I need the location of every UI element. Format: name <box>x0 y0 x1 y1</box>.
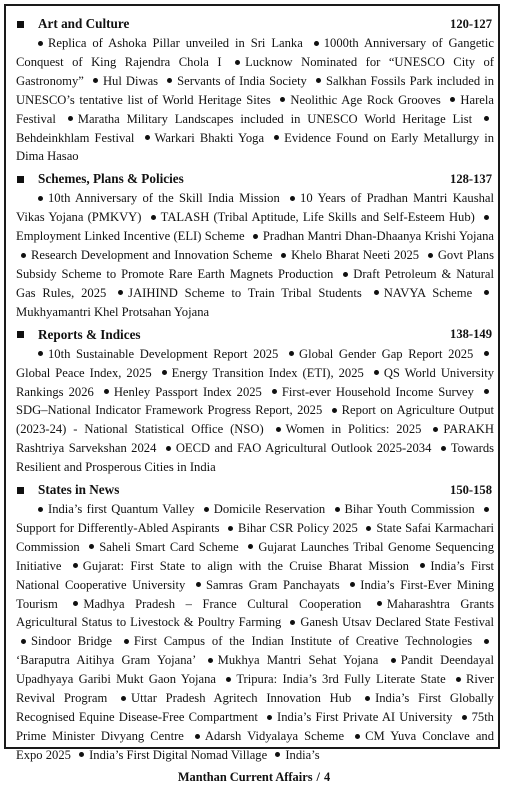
bullet-dot-icon <box>314 41 319 46</box>
square-bullet-icon <box>17 21 24 28</box>
bullet-dot-icon <box>21 253 26 258</box>
topic-item: Saheli Smart Card Scheme <box>99 539 239 554</box>
topic-item: Ganesh Utsav Declared State Festival <box>300 615 494 630</box>
topic-item: River Revival Program <box>16 672 495 706</box>
topic-item: Maratha Military Landscapes included in UNESCO World Heritage List <box>77 111 473 126</box>
section-page-range: 138-149 <box>450 327 492 342</box>
bullet-dot-icon <box>162 370 167 375</box>
section <box>16 480 494 765</box>
topic-item: Report on Agriculture Output (2023-24) - National Statistical Office (NSO) <box>16 403 495 437</box>
topic-item: India’s First-Ever Mining Tourism <box>16 577 494 611</box>
section-topics <box>16 345 494 477</box>
topic-item: Henley Passport Index 2025 <box>113 384 262 399</box>
bullet-dot-icon <box>226 677 231 682</box>
bullet-dot-icon <box>73 601 78 606</box>
section-header <box>16 325 494 345</box>
topic-item: Govt Plans Subsidy Scheme to Promote Rare Earth Magnets Production <box>16 248 494 281</box>
bullet-dot-icon <box>121 696 126 701</box>
bullet-dot-icon <box>433 427 438 432</box>
topic-item: 75th Prime Minister Divyang Centre <box>16 710 494 743</box>
bullet-dot-icon <box>208 658 213 663</box>
bullet-dot-icon <box>151 215 156 220</box>
bullet-dot-icon <box>275 752 280 757</box>
topic-item: Maharashtra Grants Agricultural Status to Livestock & Poultry Farming <box>16 596 494 630</box>
bullet-dot-icon <box>355 734 360 739</box>
bullet-dot-icon <box>21 639 26 644</box>
section-header <box>16 14 494 34</box>
topic-item: Harela Festival <box>16 92 494 126</box>
topic-item: Global Peace Index, 2025 <box>16 365 152 380</box>
bullet-dot-icon <box>280 97 285 102</box>
bullet-dot-icon <box>332 408 337 413</box>
topic-item: First-ever Household Income Survey <box>281 384 474 399</box>
topic-item: India’s <box>285 747 320 762</box>
section-title: States in News <box>38 482 120 498</box>
bullet-dot-icon <box>374 370 379 375</box>
bullet-dot-icon <box>272 389 277 394</box>
page-number: 4 <box>323 770 331 784</box>
topic-item: Adarsh Vidyalaya Scheme <box>204 728 345 743</box>
bullet-dot-icon <box>484 507 489 512</box>
bullet-dot-icon <box>68 116 73 121</box>
section-topics <box>16 500 494 765</box>
bullet-dot-icon <box>104 389 109 394</box>
topic-item: CM Yuva Conclave and Expo 2025 <box>16 728 494 762</box>
bullet-dot-icon <box>441 446 446 451</box>
bullet-dot-icon <box>38 196 43 201</box>
topic-item: Warkari Bhakti Yoga <box>154 130 265 145</box>
section-header <box>16 169 494 189</box>
topic-item: Mukhyamantri Khel Protsahan Yojana <box>16 304 210 319</box>
square-bullet-icon <box>17 176 24 183</box>
topic-item: PARAKH Rashtriya Sarvekshan 2024 <box>16 422 494 456</box>
publication-name: Manthan Current Affairs <box>177 770 313 784</box>
bullet-dot-icon <box>290 620 295 625</box>
topic-item: SDG–National Indicator Framework Progress Report, 2025 <box>16 403 323 418</box>
bullet-dot-icon <box>38 351 43 356</box>
bullet-dot-icon <box>289 351 294 356</box>
topic-item: Pandit Deendayal Upadhyaya Garibi Mukt Gaon Yojana <box>16 653 495 687</box>
topic-item: Mukhya Mantri Sehat Yojana <box>217 653 379 668</box>
bullet-dot-icon <box>167 78 172 83</box>
topic-item: Employment Linked Incentive (ELI) Scheme <box>16 229 245 244</box>
bullet-dot-icon <box>281 253 286 258</box>
section <box>16 14 494 166</box>
topic-item: Women in Politics: 2025 <box>285 422 422 437</box>
bullet-dot-icon <box>274 135 279 140</box>
topic-item: India’s First Private AI University <box>277 710 453 724</box>
bullet-dot-icon <box>366 526 371 531</box>
square-bullet-icon <box>17 331 24 338</box>
topic-item: Salkhan Fossils Park included in UNESCO’s tentative list of World Heritage Sites <box>16 73 495 107</box>
bullet-dot-icon <box>118 290 123 295</box>
section-topics <box>16 34 494 166</box>
bullet-dot-icon <box>374 290 379 295</box>
bullet-dot-icon <box>484 639 489 644</box>
topic-item: OECD and FAO Agricultural Outlook 2025-2034 <box>175 441 432 456</box>
bullet-dot-icon <box>484 389 489 394</box>
bullet-dot-icon <box>420 563 425 568</box>
square-bullet-icon <box>17 487 24 494</box>
section-page-range: 120-127 <box>450 16 492 31</box>
topic-item: Domicile Reservation <box>213 502 326 517</box>
page-footer <box>0 770 508 785</box>
bullet-dot-icon <box>235 60 240 65</box>
topic-item: Samras Gram Panchayats <box>205 577 340 592</box>
topic-item: Sindoor Bridge <box>31 634 112 649</box>
bullet-dot-icon <box>377 601 382 606</box>
bullet-dot-icon <box>428 253 433 258</box>
bullet-dot-icon <box>124 639 129 644</box>
bullet-dot-icon <box>335 507 340 512</box>
bullet-dot-icon <box>248 544 253 549</box>
bullet-dot-icon <box>484 351 489 356</box>
contents-list <box>16 14 494 768</box>
topic-item: Tripura: India’s 3rd Fully Literate State <box>236 672 446 687</box>
footer-separator: / <box>316 770 320 784</box>
bullet-dot-icon <box>73 563 78 568</box>
section-title: Schemes, Plans & Policies <box>38 171 184 187</box>
topic-item: Evidence Found on Early Metallurgy in Dima Hasao <box>16 130 495 164</box>
topic-item: Servants of India Society <box>177 73 307 88</box>
topic-item: Uttar Pradesh Agritech Innovation Hub <box>131 691 352 706</box>
topic-item: 10th Sustainable Development Report 2025 <box>48 346 279 361</box>
bullet-dot-icon <box>350 582 355 587</box>
bullet-dot-icon <box>484 116 489 121</box>
topic-item: Global Gender Gap Report 2025 <box>299 346 474 361</box>
topic-item: Gujarat: First State to align with the Cruise Bharat Mission <box>82 558 409 573</box>
topic-item: Research Development and Innovation Scheme <box>31 248 273 263</box>
topic-item: Towards Resilient and Prosperous Cities in India <box>16 441 495 475</box>
topic-item: Lucknow Nominated for “UNESCO City of Gastronomy” <box>16 54 495 88</box>
topic-item: JAIHIND Scheme to Train Tribal Students <box>128 285 362 300</box>
topic-item: Madhya Pradesh – France Cultural Cooperation <box>83 596 362 611</box>
topic-item: Hul Diwas <box>102 73 159 88</box>
topic-item: Energy Transition Index (ETI), 2025 <box>171 365 364 380</box>
topic-item: Draft Petroleum & Natural Gas Rules, 2025 <box>16 266 495 300</box>
topic-item: Behdeinkhlam Festival <box>16 130 135 145</box>
topic-item: Neolithic Age Rock Grooves <box>290 92 441 107</box>
topic-item: Bihar Youth Commission <box>344 502 475 517</box>
topic-item: 10 Years of Pradhan Mantri Kaushal Vikas Yojana (PMKVY) <box>16 191 494 225</box>
section <box>16 325 494 477</box>
bullet-dot-icon <box>391 658 396 663</box>
bullet-dot-icon <box>316 78 321 83</box>
section-topics <box>16 189 494 321</box>
topic-item: Pradhan Mantri Dhan-Dhaanya Krishi Yojana <box>262 229 494 244</box>
bullet-dot-icon <box>195 734 200 739</box>
section-title: Art and Culture <box>38 16 130 31</box>
section-page-range: 128-137 <box>450 171 492 186</box>
topic-item: First Campus of the Indian Institute of Creative Technologies <box>133 634 473 649</box>
topic-item: ‘Baraputra Aitihya Gram Yojana’ <box>16 653 196 668</box>
bullet-dot-icon <box>166 446 171 451</box>
bullet-dot-icon <box>365 696 370 701</box>
bullet-dot-icon <box>38 41 43 46</box>
topic-item: Gujarat Launches Tribal Genome Sequencing Initiative <box>16 539 494 573</box>
bullet-dot-icon <box>89 544 94 549</box>
bullet-dot-icon <box>253 234 258 239</box>
bullet-dot-icon <box>276 427 281 432</box>
bullet-dot-icon <box>456 677 461 682</box>
topic-item: India’s first Quantum Valley <box>48 502 195 517</box>
section-title: Reports & Indices <box>38 326 141 342</box>
bullet-dot-icon <box>79 752 84 757</box>
section-page-range: 150-158 <box>450 482 492 497</box>
section <box>16 169 494 321</box>
topic-item: NAVYA Scheme <box>383 285 473 300</box>
topic-item: India’s First National Cooperative University <box>16 558 495 592</box>
bullet-dot-icon <box>145 135 150 140</box>
section-header <box>16 480 494 500</box>
topic-item: State Safai Karmachari Commission <box>16 520 495 554</box>
topic-item: Bihar CSR Policy 2025 <box>238 520 358 535</box>
bullet-dot-icon <box>462 715 467 720</box>
topic-item: 1000th Anniversary of Gangetic Conquest of King Rajendra Chola I <box>16 36 495 69</box>
topic-item: India’s First Digital Nomad Village <box>89 747 268 762</box>
bullet-dot-icon <box>228 526 233 531</box>
bullet-dot-icon <box>343 272 348 277</box>
topic-item: Replica of Ashoka Pillar unveiled in Sri Lanka <box>48 36 303 50</box>
bullet-dot-icon <box>450 97 455 102</box>
topic-item: Khelo Bharat Neeti 2025 <box>291 248 420 263</box>
bullet-dot-icon <box>484 290 489 295</box>
topic-item: QS World University Rankings 2026 <box>16 365 494 399</box>
bullet-dot-icon <box>204 507 209 512</box>
topic-item: Support for Differently-Abled Aspirants <box>16 520 220 535</box>
content-frame <box>4 4 500 762</box>
topic-item: India’s First Globally Recognised Equine Disease-Free Compartment <box>16 691 494 724</box>
bullet-dot-icon <box>196 582 201 587</box>
bullet-dot-icon <box>484 215 489 220</box>
bullet-dot-icon <box>38 507 43 512</box>
topic-item: TALASH (Tribal Aptitude, Life Skills and Self-Esteem Hub) <box>160 210 475 225</box>
bullet-dot-icon <box>267 715 272 720</box>
bullet-dot-icon <box>290 196 295 201</box>
bullet-dot-icon <box>93 78 98 83</box>
topic-item: 10th Anniversary of the Skill India Mission <box>48 191 280 206</box>
